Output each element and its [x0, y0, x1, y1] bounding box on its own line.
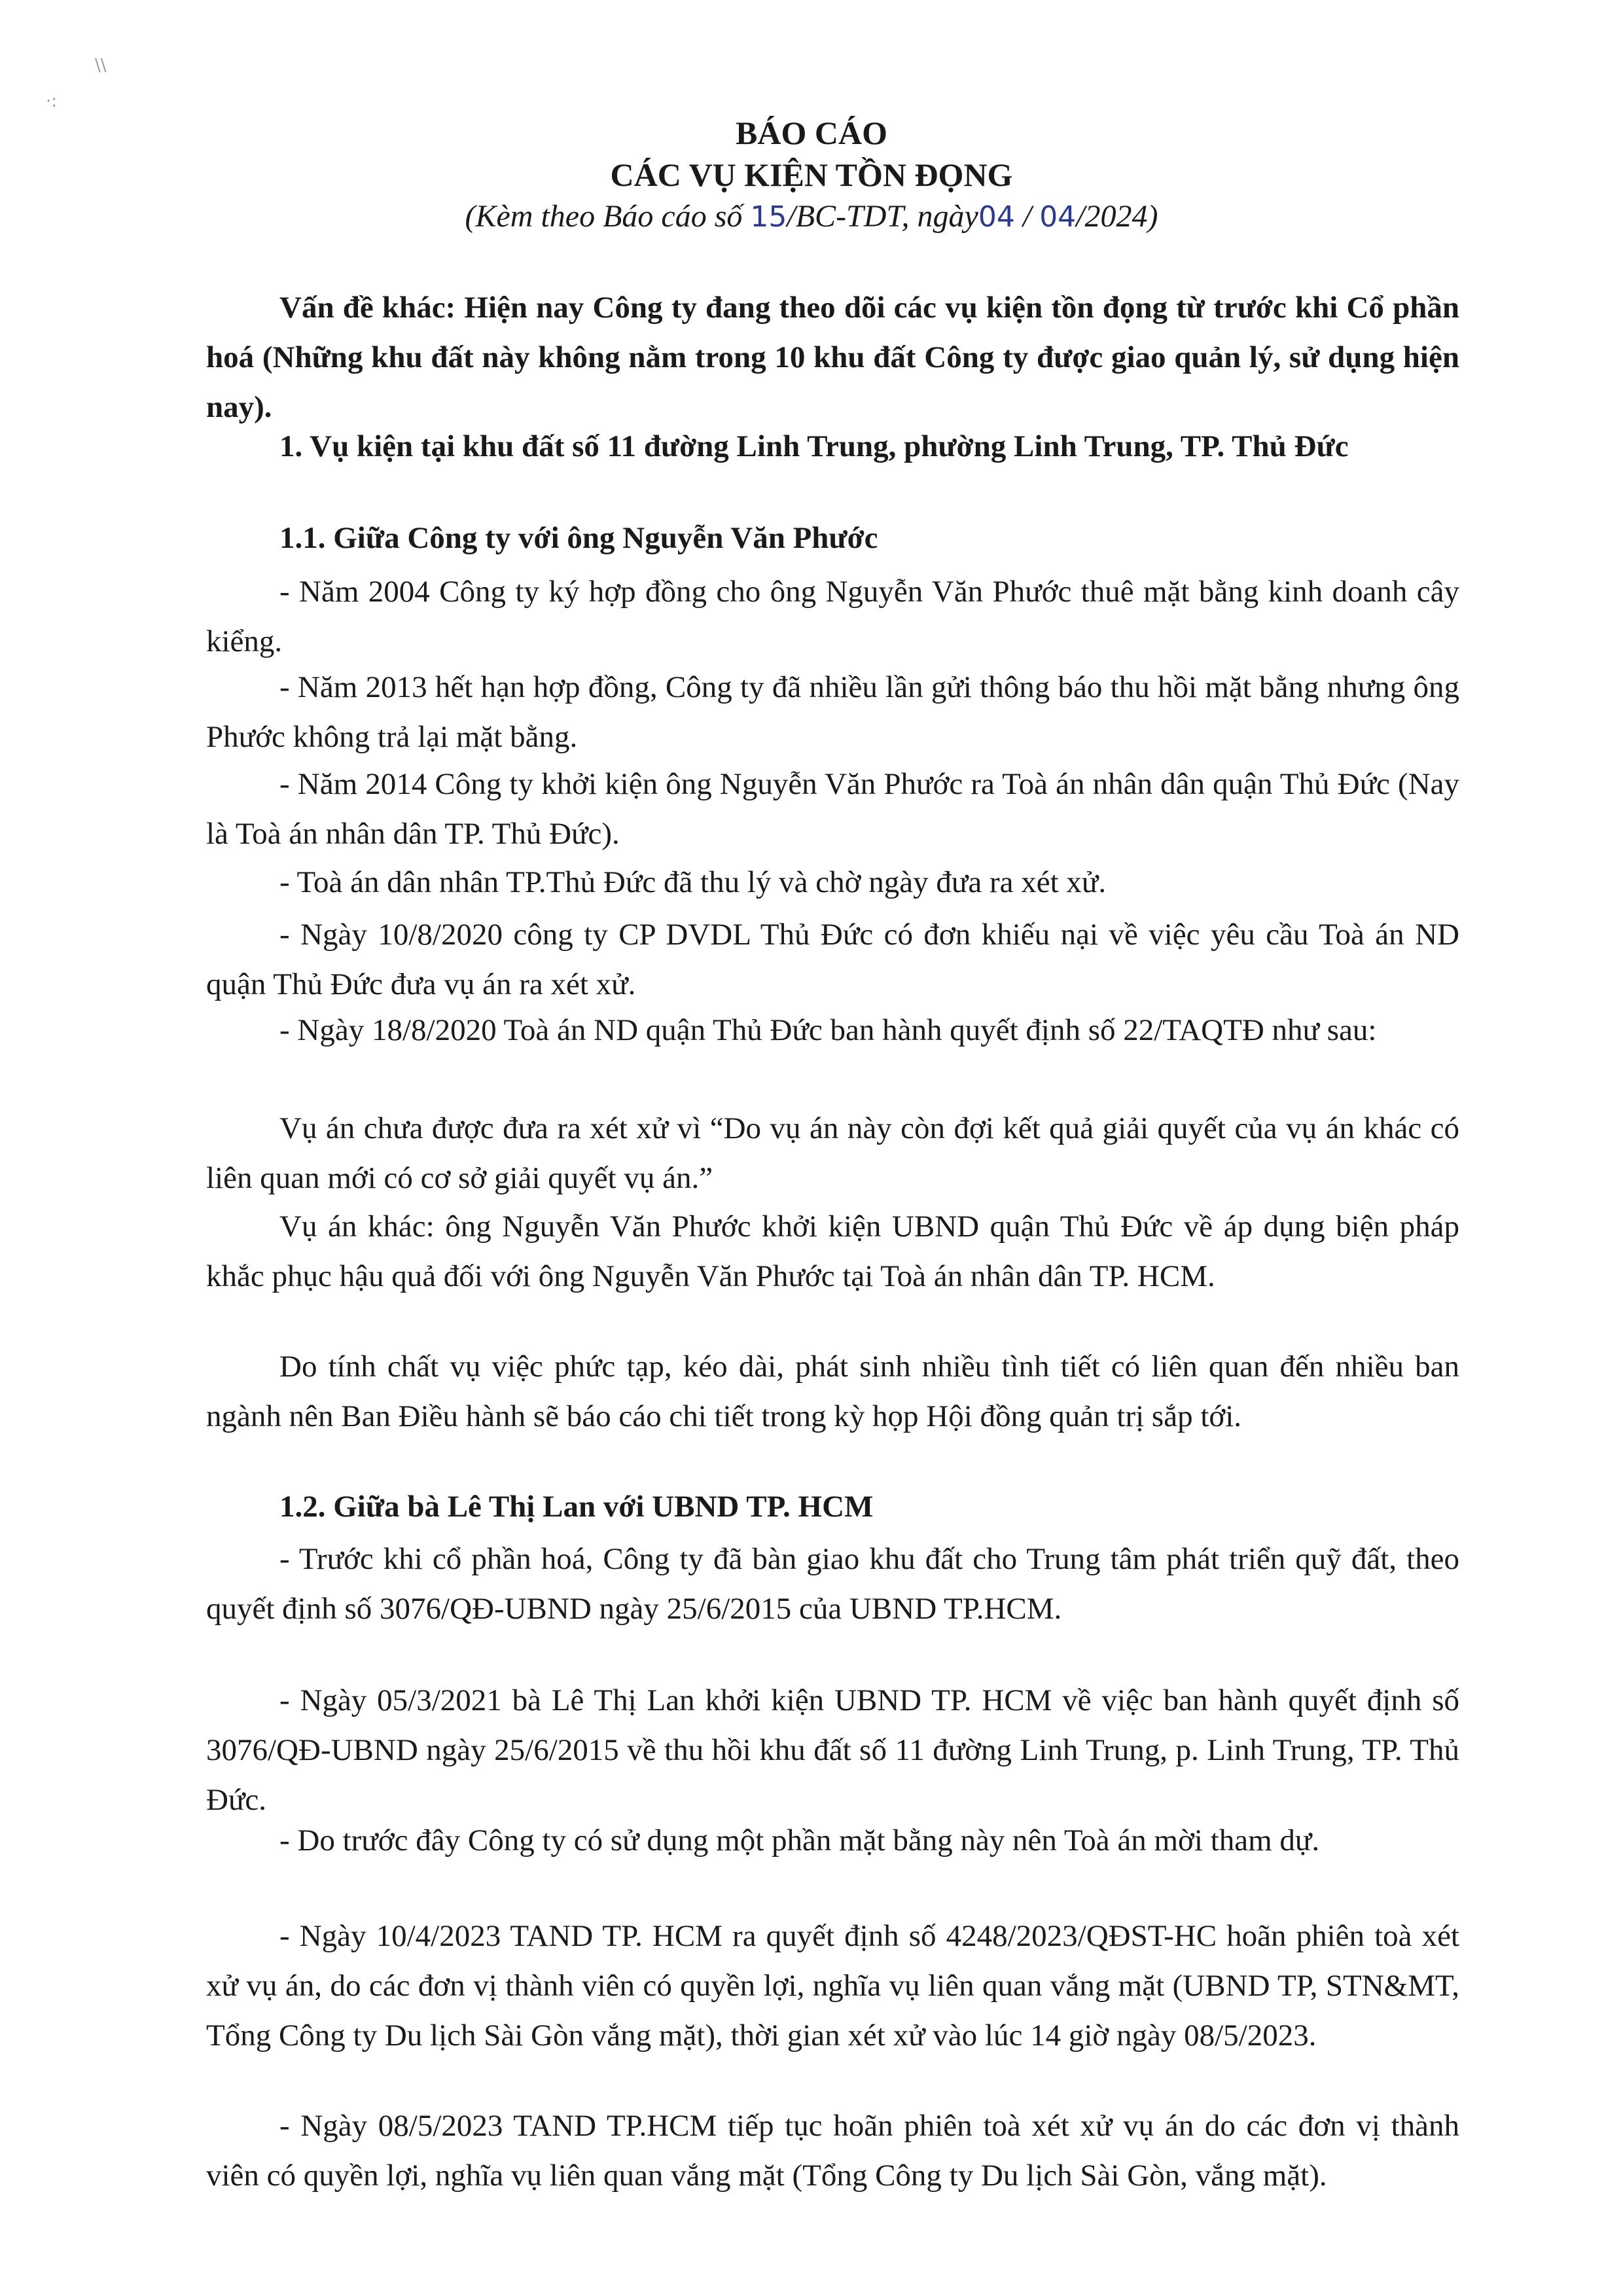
body-paragraph: Vụ án chưa được đưa ra xét xử vì “Do vụ án này còn đợi kết quả giải quyết của vụ án khác có liên quan mới có cơ sở giải quyết vụ án.” [206, 1111, 1459, 1195]
document-reference [0, 196, 1623, 238]
body-paragraph: Vụ án khác: ông Nguyễn Văn Phước khởi kiện UBND quận Thủ Đức về áp dụng biện pháp khắc phục hậu quả đối với ông Nguyễn Văn Phước tại Toà án nhân dân TP. HCM. [206, 1210, 1459, 1293]
handwritten-day: 04 [978, 200, 1015, 234]
handwritten-report-number: 15 [750, 200, 787, 234]
subsection-heading: 1.1. Giữa Công ty với ông Nguyễn Văn Phước [279, 521, 878, 555]
body-paragraph: - Ngày 10/4/2023 TAND TP. HCM ra quyết định số 4248/2023/QĐST-HC hoãn phiên toà xét xử vụ án, do các đơn vị thành viên có quyền lợi, nghĩa vụ liên quan vắng mặt (UBND TP, STN&MT, Tổng Công ty Du lịch Sài Gòn vắng mặt), thời gian xét xử vào lúc 14 giờ ngày 08/5/2023. [206, 1919, 1459, 2053]
body-paragraph: - Năm 2013 hết hạn hợp đồng, Công ty đã nhiều lần gửi thông báo thu hồi mặt bằng nhưng ông Phước không trả lại mặt bằng. [206, 670, 1459, 754]
body-paragraph: - Trước khi cổ phần hoá, Công ty đã bàn giao khu đất cho Trung tâm phát triển quỹ đất, theo quyết định số 3076/QĐ-UBND ngày 25/6/2015 của UBND TP.HCM. [206, 1542, 1459, 1626]
body-paragraph: - Ngày 08/5/2023 TAND TP.HCM tiếp tục hoãn phiên toà xét xử vụ án do các đơn vị thành viên có quyền lợi, nghĩa vụ liên quan vắng mặt (Tổng Công ty Du lịch Sài Gòn, vắng mặt). [206, 2109, 1459, 2193]
reference-middle: /BC-TDT, ngày [787, 199, 978, 234]
body-paragraph: - Toà án dân nhân TP.Thủ Đức đã thu lý và chờ ngày đưa ra xét xử. [279, 865, 1107, 899]
document-title: BÁO CÁO [736, 115, 887, 151]
scan-mark: \\ [95, 56, 107, 75]
body-paragraph: - Năm 2004 Công ty ký hợp đồng cho ông Nguyễn Văn Phước thuê mặt bằng kinh doanh cây kiểng. [206, 575, 1459, 658]
body-paragraph: - Ngày 18/8/2020 Toà án ND quận Thủ Đức ban hành quyết định số 22/TAQTĐ như sau: [279, 1013, 1377, 1047]
body-paragraph: - Do trước đây Công ty có sử dụng một phần mặt bằng này nên Toà án mời tham dự. [279, 1823, 1320, 1857]
document-subject: CÁC VỤ KIỆN TỒN ĐỌNG [610, 156, 1013, 193]
subsection-heading: 1.2. Giữa bà Lê Thị Lan với UBND TP. HCM [279, 1490, 874, 1524]
section-heading: 1. Vụ kiện tại khu đất số 11 đường Linh Trung, phường Linh Trung, TP. Thủ Đức [279, 429, 1349, 463]
handwritten-month: 04 [1039, 200, 1077, 234]
body-paragraph: Do tính chất vụ việc phức tạp, kéo dài, phát sinh nhiều tình tiết có liên quan đến nhiều ban ngành nên Ban Điều hành sẽ báo cáo chi tiết trong kỳ họp Hội đồng quản trị sắp tới. [206, 1350, 1459, 1433]
intro-paragraph: Vấn đề khác: Hiện nay Công ty đang theo dõi các vụ kiện tồn đọng từ trước khi Cổ phần hoá (Những khu đất này không nằm trong 10 khu đất Công ty được giao quản lý, sử dụng hiện nay). [206, 291, 1459, 424]
scan-mark: ·: [46, 92, 58, 111]
reference-prefix: (Kèm theo Báo cáo số [465, 199, 743, 234]
body-paragraph: - Năm 2014 Công ty khởi kiện ông Nguyễn Văn Phước ra Toà án nhân dân quận Thủ Đức (Nay là Toà án nhân dân TP. Thủ Đức). [206, 767, 1459, 851]
body-paragraph: - Ngày 10/8/2020 công ty CP DVDL Thủ Đức có đơn khiếu nại về việc yêu cầu Toà án ND quận Thủ Đức đưa vụ án ra xét xử. [206, 918, 1459, 1001]
reference-suffix: /2024) [1076, 199, 1158, 234]
reference-separator: / [1014, 199, 1040, 234]
body-paragraph: - Ngày 05/3/2021 bà Lê Thị Lan khởi kiện UBND TP. HCM về việc ban hành quyết định số 3076/QĐ-UBND ngày 25/6/2015 về thu hồi khu đất số 11 đường Linh Trung, p. Linh Trung, TP. Thủ Đức. [206, 1683, 1459, 1817]
